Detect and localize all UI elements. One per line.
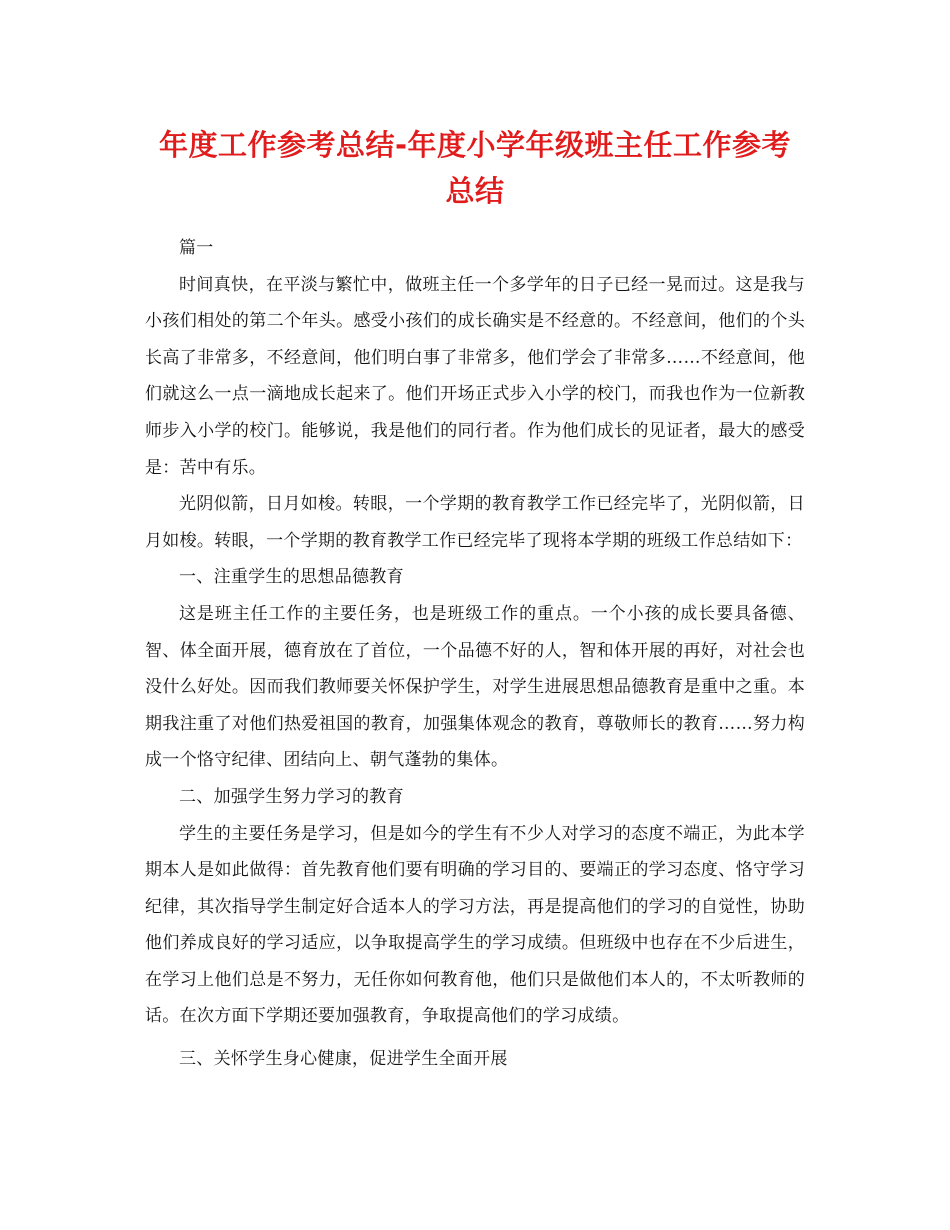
body-paragraph: 时间真快，在平淡与繁忙中，做班主任一个多学年的日子已经一晃而过。这是我与小孩们相处的第二个年头。感受小孩们的成长确实是不经意的。不经意间，他们的个头长高了非常多，不经意间，他们明白事了非常多，他们学会了非常多……不经意间，他们就这么一点一滴地成长起来了。他们开场正式步入小学的校门，而我也作为一位新教师步入小学的校门。能够说，我是他们的同行者。作为他们成长的见证者，最大的感受是：苦中有乐。 <box>145 274 805 478</box>
section-label: 篇一 <box>179 238 214 258</box>
body-paragraph: 光阴似箭，日月如梭。转眼，一个学期的教育教学工作已经完毕了，光阴似箭，日月如梭。转眼，一个学期的教育教学工作已经完毕了现将本学期的班级工作总结如下： <box>145 494 805 551</box>
section-heading: 三、关怀学生身心健康，促进学生全面开展 <box>179 1049 508 1070</box>
section-heading: 一、注重学生的思想品德教育 <box>179 567 404 588</box>
body-paragraph: 这是班主任工作的主要任务，也是班级工作的重点。一个小孩的成长要具备德、智、体全面开展，德育放在了首位，一个品德不好的人，智和体开展的再好，对社会也没什么好处。因而我们教师要关怀保护学生，对学生进展思想品德教育是重中之重。本期我注重了对他们热爱祖国的教育，加强集体观念的教育，尊敬师长的教育……努力构成一个恪守纪律、团结向上、朝气蓬勃的集体。 <box>145 603 805 771</box>
document-title: 年度工作参考总结-年度小学年级班主任工作参考总结 <box>158 128 792 208</box>
body-paragraph: 学生的主要任务是学习，但是如今的学生有不少人对学习的态度不端正，为此本学期本人是如此做得：首先教育他们要有明确的学习目的、要端正的学习态度、恪守学习纪律，其次指导学生制定好合适本人的学习方法，再是提高他们的学习的自觉性，协助他们养成良好的学习适应，以争取提高学生的学习成绩。但班级中也存在不少后进生，在学习上他们总是不努力，无任你如何教育他，他们只是做他们本人的，不太听教师的话。在次方面下学期还要加强教育，争取提高他们的学习成绩。 <box>145 823 805 1027</box>
section-heading: 二、加强学生努力学习的教育 <box>179 786 404 807</box>
document-page <box>145 122 805 1078</box>
